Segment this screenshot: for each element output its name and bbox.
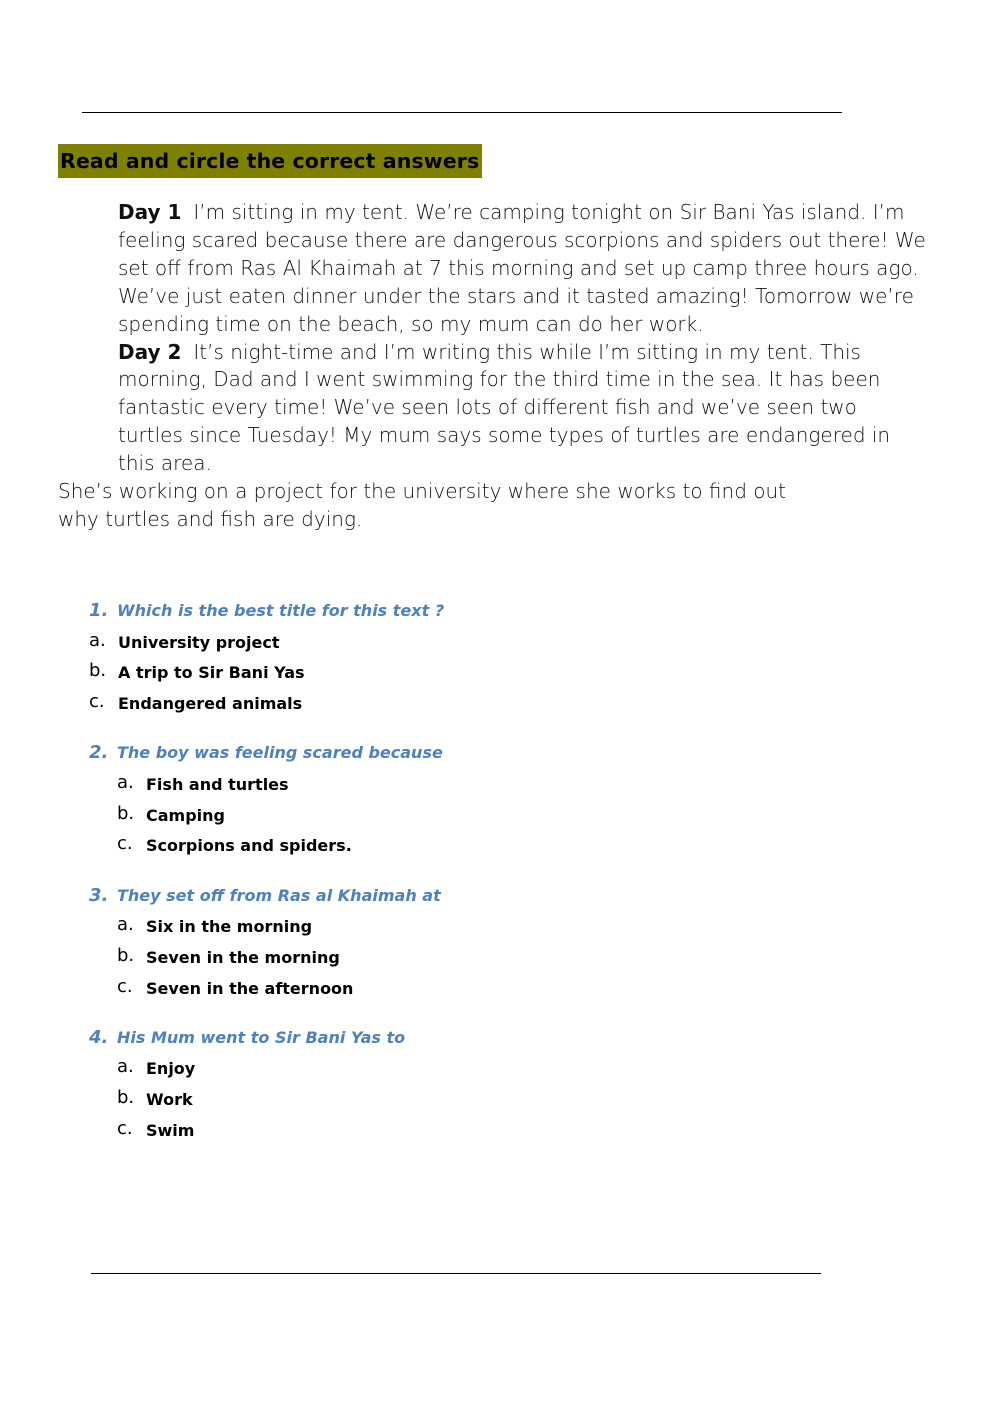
option-letter: c. [117,833,133,854]
option-letter: c. [117,1118,133,1139]
top-divider [82,112,842,113]
option-text: Seven in the morning [146,948,340,967]
closing-line-1: She’s working on a project for the university where she works to find out [58,479,787,504]
option-text: Seven in the afternoon [146,979,354,998]
question-text: They set off from Ras al Khaimah at [117,886,441,905]
day1-paragraph [58,199,928,339]
question-4 [89,1027,405,1048]
question-number: 2. [89,742,109,763]
option-letter: c. [89,691,105,712]
bottom-divider [91,1273,821,1274]
day2-text: It’s night-time and I’m writing this while I’m sitting in my tent. This morning, Dad and I went swimming for the third time in the sea. It has been fantastic every time! We’ve seen lots of different fish and we’ve seen two turtles since Tuesday! My mum says some types of turtles are endangered in this area. [118,339,891,476]
option-text: Six in the morning [146,917,313,936]
option-letter: b. [117,1087,135,1108]
section-heading: Read and circle the correct answers [58,144,482,178]
option-letter: a. [89,630,106,651]
option-letter: b. [117,803,135,824]
option-text: Enjoy [146,1059,196,1078]
day1-text: I’m sitting in my tent. We’re camping tonight on Sir Bani Yas island. I’m feeling scared because there are dangerous scorpions and spiders out there! We set off from Ras Al Khaimah at 7 this morning and set up camp three hours ago. We’ve just eaten dinner under the stars and it tasted amazing! Tomorrow we’re spending time on the beach, so my mum can do her work. [118,200,926,336]
option-letter: a. [117,1056,134,1077]
day2-paragraph [58,339,928,479]
option-text: University project [118,633,280,652]
question-number: 1. [89,600,109,621]
option-text: Endangered animals [118,694,303,713]
option-letter: b. [89,660,107,681]
day1-label: Day 1 [118,200,182,224]
question-number: 4. [89,1027,109,1048]
option-text: Camping [146,806,225,825]
option-letter: a. [117,772,134,793]
option-letter: a. [117,914,134,935]
question-number: 3. [89,885,109,906]
reading-passage [58,199,928,534]
question-1 [89,600,444,621]
option-text: Fish and turtles [146,775,289,794]
question-text: Which is the best title for this text ? [117,601,445,620]
question-text: His Mum went to Sir Bani Yas to [117,1028,406,1047]
option-text: Scorpions and spiders. [146,836,352,855]
question-3 [89,885,441,906]
option-letter: c. [117,976,133,997]
option-text: A trip to Sir Bani Yas [118,663,305,682]
question-text: The boy was feeling scared because [117,743,443,762]
option-text: Swim [146,1121,195,1140]
day2-label: Day 2 [118,339,182,364]
option-letter: b. [117,945,135,966]
question-2 [89,742,443,763]
closing-line-2: why turtles and fish are dying. [58,506,363,531]
option-text: Work [146,1090,193,1109]
